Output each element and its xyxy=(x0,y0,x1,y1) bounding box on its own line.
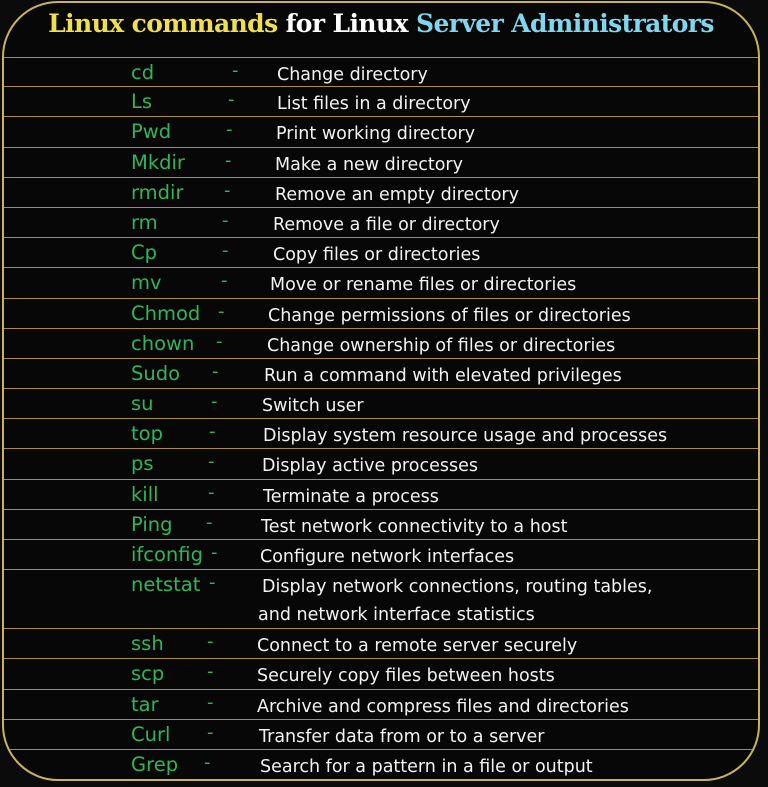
command-description-continued: and network interface statistics xyxy=(258,605,535,626)
separator-dash: - xyxy=(208,451,215,473)
command-card xyxy=(2,1,760,781)
command-description: Switch user xyxy=(262,396,364,417)
command-description: Display active processes xyxy=(262,456,478,477)
command-description: Change directory xyxy=(277,65,428,85)
table-row xyxy=(4,510,760,540)
command-name: Sudo xyxy=(131,361,181,385)
command-description: Remove an empty directory xyxy=(275,184,519,205)
command-name: rmdir xyxy=(131,180,184,204)
page-title xyxy=(4,9,758,38)
separator-dash: - xyxy=(226,119,233,141)
command-description: Terminate a process xyxy=(263,486,439,507)
command-name: ps xyxy=(131,452,154,476)
separator-dash: - xyxy=(211,542,218,563)
table-row xyxy=(4,629,760,659)
table-row xyxy=(4,419,760,449)
command-name: Ls xyxy=(131,90,153,114)
command-name: ssh xyxy=(131,632,164,656)
command-description: Change permissions of files or directories xyxy=(268,305,631,326)
table-row xyxy=(4,449,760,479)
command-description: Print working directory xyxy=(276,124,476,145)
command-name: rm xyxy=(131,210,158,234)
separator-dash: - xyxy=(206,511,213,533)
command-description: Search for a pattern in a file or output xyxy=(260,756,593,777)
command-description: Connect to a remote server securely xyxy=(257,636,578,657)
separator-dash: - xyxy=(222,240,229,262)
table-row xyxy=(4,57,760,87)
table-row xyxy=(4,720,760,750)
command-name: scp xyxy=(131,662,165,686)
command-description: List files in a directory xyxy=(277,94,471,115)
separator-dash: - xyxy=(207,661,214,683)
title-part-for-linux: for Linux xyxy=(285,9,408,38)
command-description: Change ownership of files or directories xyxy=(267,335,616,356)
separator-dash: - xyxy=(221,270,228,292)
command-description: Configure network interfaces xyxy=(260,547,515,567)
command-description: Move or rename files or directories xyxy=(270,275,577,296)
command-name: Chmod xyxy=(131,301,201,325)
table-row xyxy=(4,389,760,419)
table-row xyxy=(4,359,760,389)
command-description: Archive and compress files and directories xyxy=(257,696,629,717)
table-row xyxy=(4,178,760,208)
table-row xyxy=(4,540,760,570)
command-name: su xyxy=(131,392,154,416)
command-description: Display network connections, routing tables, xyxy=(262,577,653,598)
separator-dash: - xyxy=(207,721,214,743)
table-row xyxy=(4,570,760,629)
table-row xyxy=(4,659,760,689)
command-name: Curl xyxy=(131,722,171,746)
command-table xyxy=(4,57,760,780)
separator-dash: - xyxy=(224,179,231,201)
command-name: netstat xyxy=(131,573,201,597)
command-name: ifconfig xyxy=(131,543,203,566)
command-description: Transfer data from or to a server xyxy=(259,726,545,747)
command-name: Grep xyxy=(131,752,179,776)
separator-dash: - xyxy=(232,60,239,81)
table-row xyxy=(4,87,760,117)
command-description: Make a new directory xyxy=(275,154,463,175)
table-row xyxy=(4,750,760,780)
title-part-server-administrators: Server Administrators xyxy=(416,9,714,38)
table-row xyxy=(4,329,760,359)
command-description: Securely copy files between hosts xyxy=(257,666,555,687)
separator-dash: - xyxy=(225,149,232,171)
separator-dash: - xyxy=(228,89,235,111)
table-row xyxy=(4,208,760,238)
separator-dash: - xyxy=(207,631,214,653)
table-row xyxy=(4,148,760,178)
command-description: Run a command with elevated privileges xyxy=(264,365,622,386)
title-part-linux-commands: Linux commands xyxy=(48,9,278,38)
table-row xyxy=(4,480,760,510)
separator-dash: - xyxy=(218,300,225,322)
table-row xyxy=(4,238,760,268)
separator-dash: - xyxy=(208,481,215,503)
table-row xyxy=(4,299,760,329)
command-name: Ping xyxy=(131,512,173,536)
separator-dash: - xyxy=(209,421,216,443)
separator-dash: - xyxy=(211,391,218,413)
separator-dash: - xyxy=(204,751,211,773)
command-name: Mkdir xyxy=(131,150,185,174)
command-name: mv xyxy=(131,271,162,295)
table-row xyxy=(4,268,760,298)
command-description: Display system resource usage and processes xyxy=(263,426,668,447)
separator-dash: - xyxy=(207,691,214,713)
command-description: Remove a file or directory xyxy=(273,214,500,235)
separator-dash: - xyxy=(212,360,219,382)
separator-dash: - xyxy=(222,209,229,231)
command-name: Cp xyxy=(131,241,157,265)
command-name: tar xyxy=(131,692,159,716)
command-name: top xyxy=(131,422,163,446)
table-row xyxy=(4,117,760,147)
command-name: kill xyxy=(131,482,159,506)
separator-dash: - xyxy=(209,572,216,594)
separator-dash: - xyxy=(216,330,223,352)
table-row xyxy=(4,690,760,720)
command-name: chown xyxy=(131,331,195,355)
command-name: cd xyxy=(131,61,155,84)
command-description: Test network connectivity to a host xyxy=(261,516,568,537)
command-description: Copy files or directories xyxy=(273,245,481,266)
command-name: Pwd xyxy=(131,120,172,144)
